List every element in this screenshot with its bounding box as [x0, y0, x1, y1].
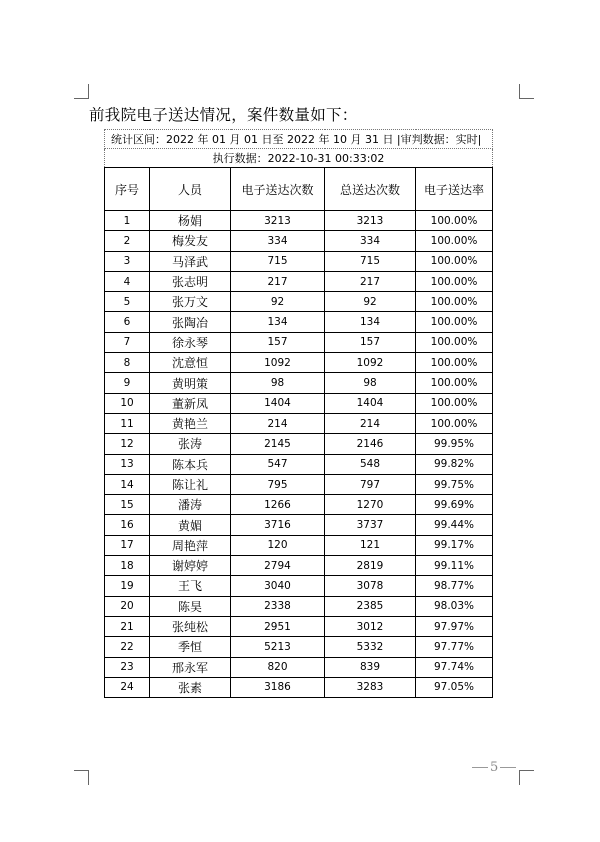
row-no: 17 — [105, 535, 150, 555]
row-rate: 100.00% — [416, 211, 493, 231]
row-no: 9 — [105, 373, 150, 393]
row-no: 22 — [105, 637, 150, 657]
row-total-count: 2819 — [325, 556, 416, 576]
row-name: 谢婷婷 — [150, 556, 231, 576]
row-electronic-count: 217 — [231, 271, 325, 291]
row-no: 7 — [105, 332, 150, 352]
table-row — [105, 373, 493, 393]
row-rate: 99.75% — [416, 474, 493, 494]
row-electronic-count: 92 — [231, 292, 325, 312]
row-name: 黄明策 — [150, 373, 231, 393]
header-person: 人员 — [150, 168, 231, 211]
row-total-count: 214 — [325, 413, 416, 433]
table-row — [105, 657, 493, 677]
row-rate: 99.11% — [416, 556, 493, 576]
header-total-count: 总送达次数 — [325, 168, 416, 211]
row-rate: 98.03% — [416, 596, 493, 616]
row-electronic-count: 715 — [231, 251, 325, 271]
row-no: 16 — [105, 515, 150, 535]
table-row — [105, 454, 493, 474]
row-electronic-count: 214 — [231, 413, 325, 433]
intro-text: 前我院电子送达情况，案件数量如下： — [89, 106, 358, 124]
row-total-count: 334 — [325, 231, 416, 251]
row-name: 黄艳兰 — [150, 413, 231, 433]
row-name: 梅发友 — [150, 231, 231, 251]
row-total-count: 548 — [325, 454, 416, 474]
row-total-count: 2385 — [325, 596, 416, 616]
row-rate: 100.00% — [416, 251, 493, 271]
table-row — [105, 413, 493, 433]
row-rate: 100.00% — [416, 292, 493, 312]
page-number-dash-right — [500, 767, 516, 768]
row-total-count: 1092 — [325, 353, 416, 373]
row-rate: 100.00% — [416, 373, 493, 393]
row-name: 季恒 — [150, 637, 231, 657]
row-name: 邢永军 — [150, 657, 231, 677]
table-row — [105, 231, 493, 251]
table-row — [105, 211, 493, 231]
table-row — [105, 271, 493, 291]
page-number — [470, 760, 518, 775]
crop-mark-bottom-left — [74, 770, 89, 785]
row-rate: 99.44% — [416, 515, 493, 535]
header-rate: 电子送达率 — [416, 168, 493, 211]
row-rate: 97.97% — [416, 616, 493, 636]
row-total-count: 3737 — [325, 515, 416, 535]
row-no: 15 — [105, 495, 150, 515]
row-total-count: 3012 — [325, 616, 416, 636]
table-row — [105, 251, 493, 271]
row-rate: 99.95% — [416, 434, 493, 454]
row-electronic-count: 120 — [231, 535, 325, 555]
row-name: 陈本兵 — [150, 454, 231, 474]
row-no: 12 — [105, 434, 150, 454]
row-electronic-count: 547 — [231, 454, 325, 474]
row-name: 陈昊 — [150, 596, 231, 616]
row-electronic-count: 2951 — [231, 616, 325, 636]
crop-mark-bottom-right — [519, 770, 534, 785]
table-row — [105, 393, 493, 413]
row-electronic-count: 157 — [231, 332, 325, 352]
row-rate: 97.74% — [416, 657, 493, 677]
row-electronic-count: 795 — [231, 474, 325, 494]
row-total-count: 2146 — [325, 434, 416, 454]
row-name: 张素 — [150, 677, 231, 697]
row-no: 19 — [105, 576, 150, 596]
row-name: 黄媚 — [150, 515, 231, 535]
row-name: 张纯松 — [150, 616, 231, 636]
table-row — [105, 332, 493, 352]
row-name: 张涛 — [150, 434, 231, 454]
row-no: 6 — [105, 312, 150, 332]
row-electronic-count: 334 — [231, 231, 325, 251]
header-electronic-count: 电子送达次数 — [231, 168, 325, 211]
table-row — [105, 312, 493, 332]
table-row — [105, 474, 493, 494]
table-row — [105, 616, 493, 636]
row-electronic-count: 3716 — [231, 515, 325, 535]
row-total-count: 5332 — [325, 637, 416, 657]
row-name: 张万文 — [150, 292, 231, 312]
row-electronic-count: 1404 — [231, 393, 325, 413]
row-electronic-count: 3186 — [231, 677, 325, 697]
row-total-count: 3213 — [325, 211, 416, 231]
row-name: 王飞 — [150, 576, 231, 596]
row-no: 24 — [105, 677, 150, 697]
row-total-count: 839 — [325, 657, 416, 677]
row-name: 沈意恒 — [150, 353, 231, 373]
row-no: 20 — [105, 596, 150, 616]
page-number-dash-left — [472, 767, 488, 768]
row-no: 4 — [105, 271, 150, 291]
table-row — [105, 596, 493, 616]
row-rate: 99.82% — [416, 454, 493, 474]
row-electronic-count: 1092 — [231, 353, 325, 373]
row-no: 18 — [105, 556, 150, 576]
row-no: 8 — [105, 353, 150, 373]
row-name: 张志明 — [150, 271, 231, 291]
row-name: 潘涛 — [150, 495, 231, 515]
row-total-count: 98 — [325, 373, 416, 393]
row-no: 1 — [105, 211, 150, 231]
table-row — [105, 434, 493, 454]
crop-mark-top-left — [74, 84, 89, 99]
row-no: 3 — [105, 251, 150, 271]
row-no: 13 — [105, 454, 150, 474]
row-electronic-count: 5213 — [231, 637, 325, 657]
table-header-row — [105, 168, 493, 211]
row-name: 周艳萍 — [150, 535, 231, 555]
row-name: 董新凤 — [150, 393, 231, 413]
row-rate: 100.00% — [416, 353, 493, 373]
row-electronic-count: 820 — [231, 657, 325, 677]
row-no: 21 — [105, 616, 150, 636]
table-row — [105, 515, 493, 535]
row-name: 张陶冶 — [150, 312, 231, 332]
row-rate: 97.05% — [416, 677, 493, 697]
delivery-stats-table — [104, 129, 493, 698]
table-row — [105, 495, 493, 515]
row-total-count: 3078 — [325, 576, 416, 596]
row-total-count: 121 — [325, 535, 416, 555]
row-total-count: 3283 — [325, 677, 416, 697]
table-row — [105, 637, 493, 657]
row-rate: 100.00% — [416, 231, 493, 251]
table-row — [105, 576, 493, 596]
row-name: 徐永琴 — [150, 332, 231, 352]
row-electronic-count: 1266 — [231, 495, 325, 515]
row-rate: 98.77% — [416, 576, 493, 596]
row-no: 11 — [105, 413, 150, 433]
row-total-count: 134 — [325, 312, 416, 332]
execution-data-time: 执行数据：2022-10-31 00:33:02 — [105, 149, 493, 168]
row-total-count: 797 — [325, 474, 416, 494]
row-total-count: 217 — [325, 271, 416, 291]
row-electronic-count: 2794 — [231, 556, 325, 576]
row-name: 马泽武 — [150, 251, 231, 271]
crop-mark-top-right — [519, 84, 534, 99]
table-row — [105, 535, 493, 555]
table-row — [105, 353, 493, 373]
table-row — [105, 677, 493, 697]
row-name: 杨娟 — [150, 211, 231, 231]
row-electronic-count: 134 — [231, 312, 325, 332]
row-electronic-count: 98 — [231, 373, 325, 393]
row-electronic-count: 3213 — [231, 211, 325, 231]
table-row — [105, 556, 493, 576]
row-rate: 100.00% — [416, 393, 493, 413]
row-rate: 100.00% — [416, 332, 493, 352]
row-electronic-count: 2145 — [231, 434, 325, 454]
row-name: 陈让礼 — [150, 474, 231, 494]
row-no: 23 — [105, 657, 150, 677]
row-total-count: 157 — [325, 332, 416, 352]
row-rate: 100.00% — [416, 271, 493, 291]
row-total-count: 715 — [325, 251, 416, 271]
row-rate: 100.00% — [416, 413, 493, 433]
row-rate: 97.77% — [416, 637, 493, 657]
row-total-count: 1270 — [325, 495, 416, 515]
row-rate: 99.69% — [416, 495, 493, 515]
row-electronic-count: 3040 — [231, 576, 325, 596]
row-total-count: 1404 — [325, 393, 416, 413]
table-row — [105, 292, 493, 312]
row-rate: 99.17% — [416, 535, 493, 555]
row-no: 2 — [105, 231, 150, 251]
row-electronic-count: 2338 — [231, 596, 325, 616]
row-no: 14 — [105, 474, 150, 494]
statistics-range: 统计区间：2022 年 01 月 01 日至 2022 年 10 月 31 日 |审判数据：实时| — [105, 130, 493, 149]
row-rate: 100.00% — [416, 312, 493, 332]
row-no: 10 — [105, 393, 150, 413]
page-number-value: 5 — [490, 760, 499, 775]
row-no: 5 — [105, 292, 150, 312]
row-total-count: 92 — [325, 292, 416, 312]
header-no: 序号 — [105, 168, 150, 211]
